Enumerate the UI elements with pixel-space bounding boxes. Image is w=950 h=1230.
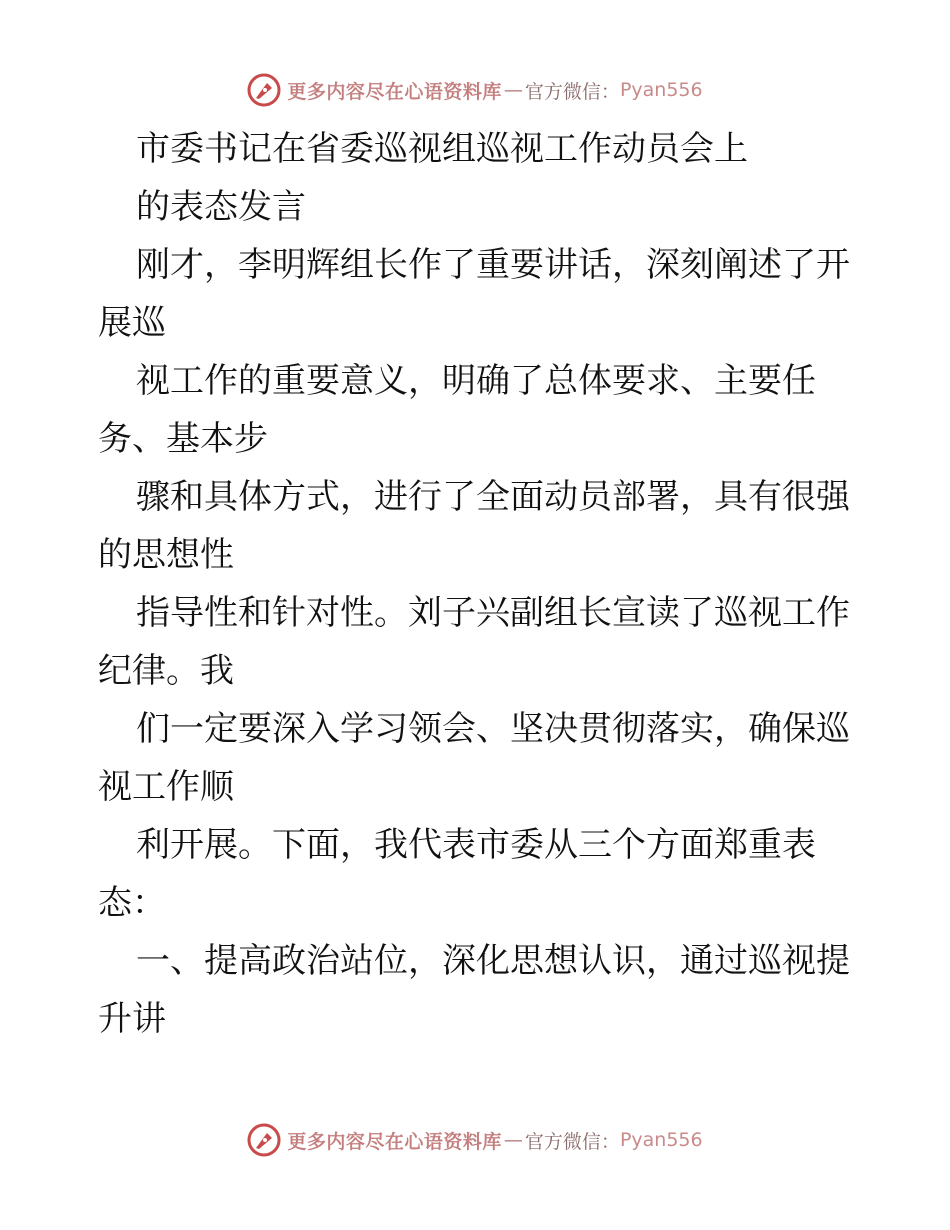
text-line: 升讲 — [98, 999, 166, 1039]
text-line: 利开展。下面，我代表市委从三个方面郑重表 — [136, 825, 816, 865]
text-line: 一、提高政治站位，深化思想认识，通过巡视提 — [136, 941, 850, 981]
pen-nib-logo-icon — [247, 73, 281, 107]
text-line: 指导性和针对性。刘子兴副组长宣读了巡视工作 — [136, 593, 850, 633]
text-line: 的表态发言 — [136, 187, 306, 227]
banner-wechat-label: 官方微信： — [524, 1130, 620, 1153]
text-line: 市委书记在省委巡视组巡视工作动员会上 — [136, 129, 748, 169]
banner-dash: — — [503, 1129, 523, 1151]
banner-dash: — — [503, 79, 523, 101]
footer-banner — [0, 1120, 950, 1160]
banner-brand: 更多内容尽在心语资料库 — [287, 1130, 502, 1153]
banner-brand: 更多内容尽在心语资料库 — [287, 80, 502, 103]
text-line: 态： — [98, 883, 166, 923]
text-line: 务、基本步 — [98, 419, 268, 459]
header-banner — [0, 70, 950, 110]
text-line: 展巡 — [98, 303, 166, 343]
banner-wechat-id: Pyan556 — [619, 79, 703, 101]
text-line: 视工作的重要意义，明确了总体要求、主要任 — [136, 361, 816, 401]
text-line: 刚才，李明辉组长作了重要讲话，深刻阐述了开 — [136, 245, 850, 285]
pen-nib-logo-icon — [247, 1123, 281, 1157]
text-line: 视工作顺 — [98, 767, 234, 807]
text-line: 的思想性 — [98, 535, 234, 575]
banner-wechat-id: Pyan556 — [619, 1129, 703, 1151]
text-line: 骤和具体方式，进行了全面动员部署，具有很强 — [136, 477, 850, 517]
banner-wechat-label: 官方微信： — [524, 80, 620, 103]
text-line: 纪律。我 — [98, 651, 234, 691]
text-line: 们一定要深入学习领会、坚决贯彻落实，确保巡 — [136, 709, 850, 749]
document-body — [98, 120, 858, 1048]
